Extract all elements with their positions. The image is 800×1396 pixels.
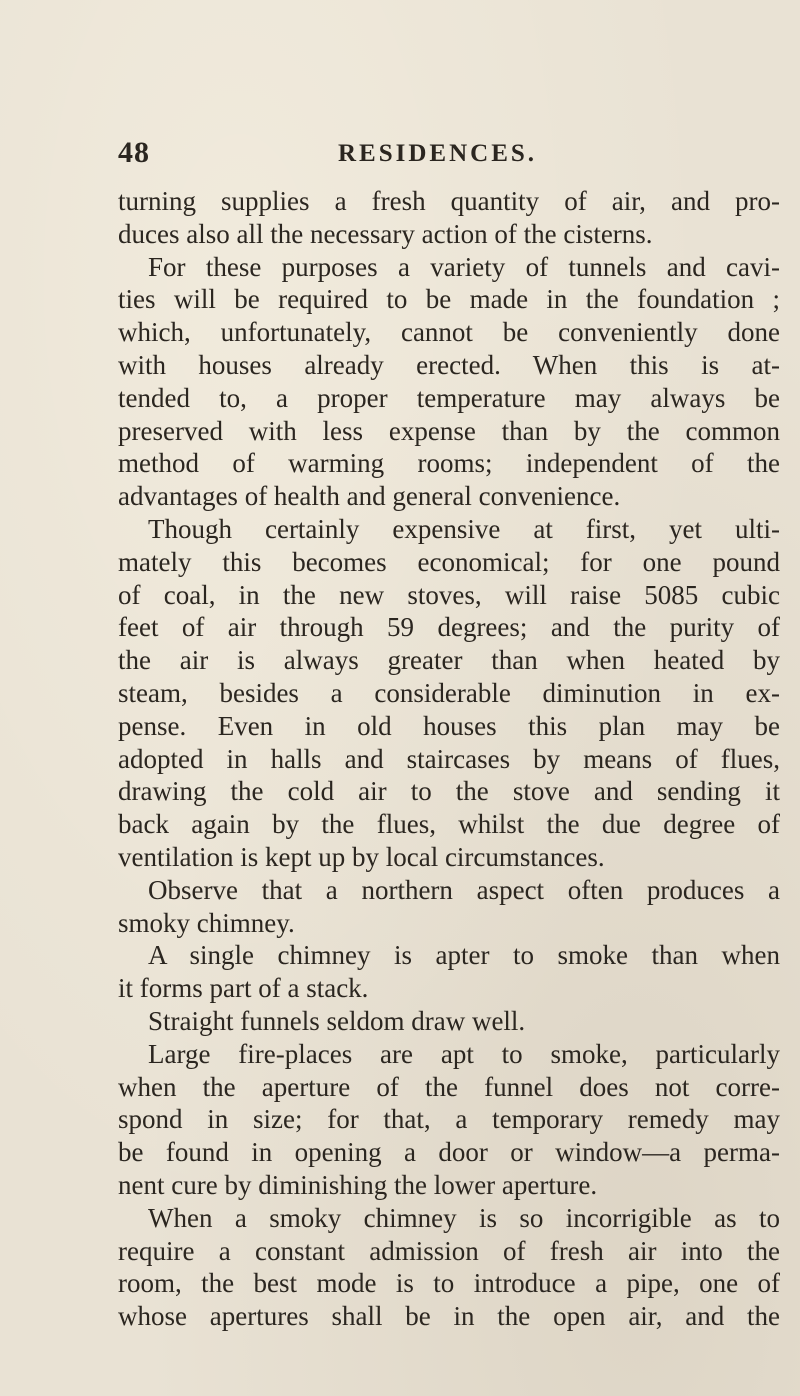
text-line: Though certainly expensive at first, yet ulti- bbox=[148, 513, 780, 544]
text-line: Observe that a northern aspect often produces a bbox=[148, 874, 780, 905]
text-line: method of warming rooms; independent of the bbox=[118, 448, 780, 479]
text-line: room, the best mode is to introduce a pipe, one of bbox=[118, 1268, 780, 1299]
text-line: feet of air through 59 degrees; and the purity of bbox=[118, 612, 780, 643]
text-line: when the aperture of the funnel does not corre- bbox=[118, 1071, 780, 1102]
text-line: it forms part of a stack. bbox=[118, 973, 369, 1004]
text-line: Straight funnels seldom draw well. bbox=[148, 1005, 526, 1036]
text-line: spond in size; for that, a temporary remedy may bbox=[118, 1104, 780, 1135]
text-line: smoky chimney. bbox=[118, 907, 295, 938]
running-head bbox=[118, 136, 778, 176]
text-line: mately this becomes economical; for one pound bbox=[118, 546, 780, 577]
text-line: with houses already erected. When this is at- bbox=[118, 349, 780, 380]
text-line: require a constant admission of fresh air into the bbox=[118, 1235, 780, 1266]
text-line: For these purposes a variety of tunnels and cavi- bbox=[148, 251, 780, 282]
text-line: back again by the flues, whilst the due degree of bbox=[118, 809, 780, 840]
text-line: steam, besides a considerable diminution in ex- bbox=[118, 677, 780, 708]
text-line: advantages of health and general convenience. bbox=[118, 481, 621, 512]
text-line: the air is always greater than when heated by bbox=[118, 645, 780, 676]
page-number: 48 bbox=[118, 136, 150, 169]
text-line: turning supplies a fresh quantity of air, and pro- bbox=[118, 186, 780, 216]
text-line: nent cure by diminishing the lower aperture. bbox=[118, 1169, 598, 1200]
text-line: Large fire-places are apt to smoke, particularly bbox=[148, 1038, 780, 1069]
text-line: tended to, a proper temperature may always be bbox=[118, 382, 780, 413]
text-line: A single chimney is apter to smoke than when bbox=[148, 940, 780, 971]
text-line: be found in opening a door or window—a perma- bbox=[118, 1137, 780, 1168]
text-line: duces also all the necessary action of the cisterns. bbox=[118, 218, 653, 249]
text-line: ventilation is kept up by local circumstances. bbox=[118, 841, 605, 872]
text-line: drawing the cold air to the stove and sending it bbox=[118, 776, 780, 807]
text-line: preserved with less expense than by the common bbox=[118, 415, 780, 446]
text-line: adopted in halls and staircases by means of flues, bbox=[118, 743, 780, 774]
text-line: When a smoky chimney is so incorrigible as to bbox=[148, 1202, 780, 1233]
text-line: ties will be required to be made in the foundation ; bbox=[118, 284, 780, 315]
text-line: of coal, in the new stoves, will raise 5085 cubic bbox=[118, 579, 780, 610]
text-line: pense. Even in old houses this plan may be bbox=[118, 710, 780, 741]
body-text bbox=[118, 185, 780, 1333]
text-line: whose apertures shall be in the open air, and the bbox=[118, 1301, 780, 1332]
text-line: which, unfortunately, cannot be conveniently done bbox=[118, 317, 780, 348]
running-title: RESIDENCES. bbox=[338, 140, 538, 167]
